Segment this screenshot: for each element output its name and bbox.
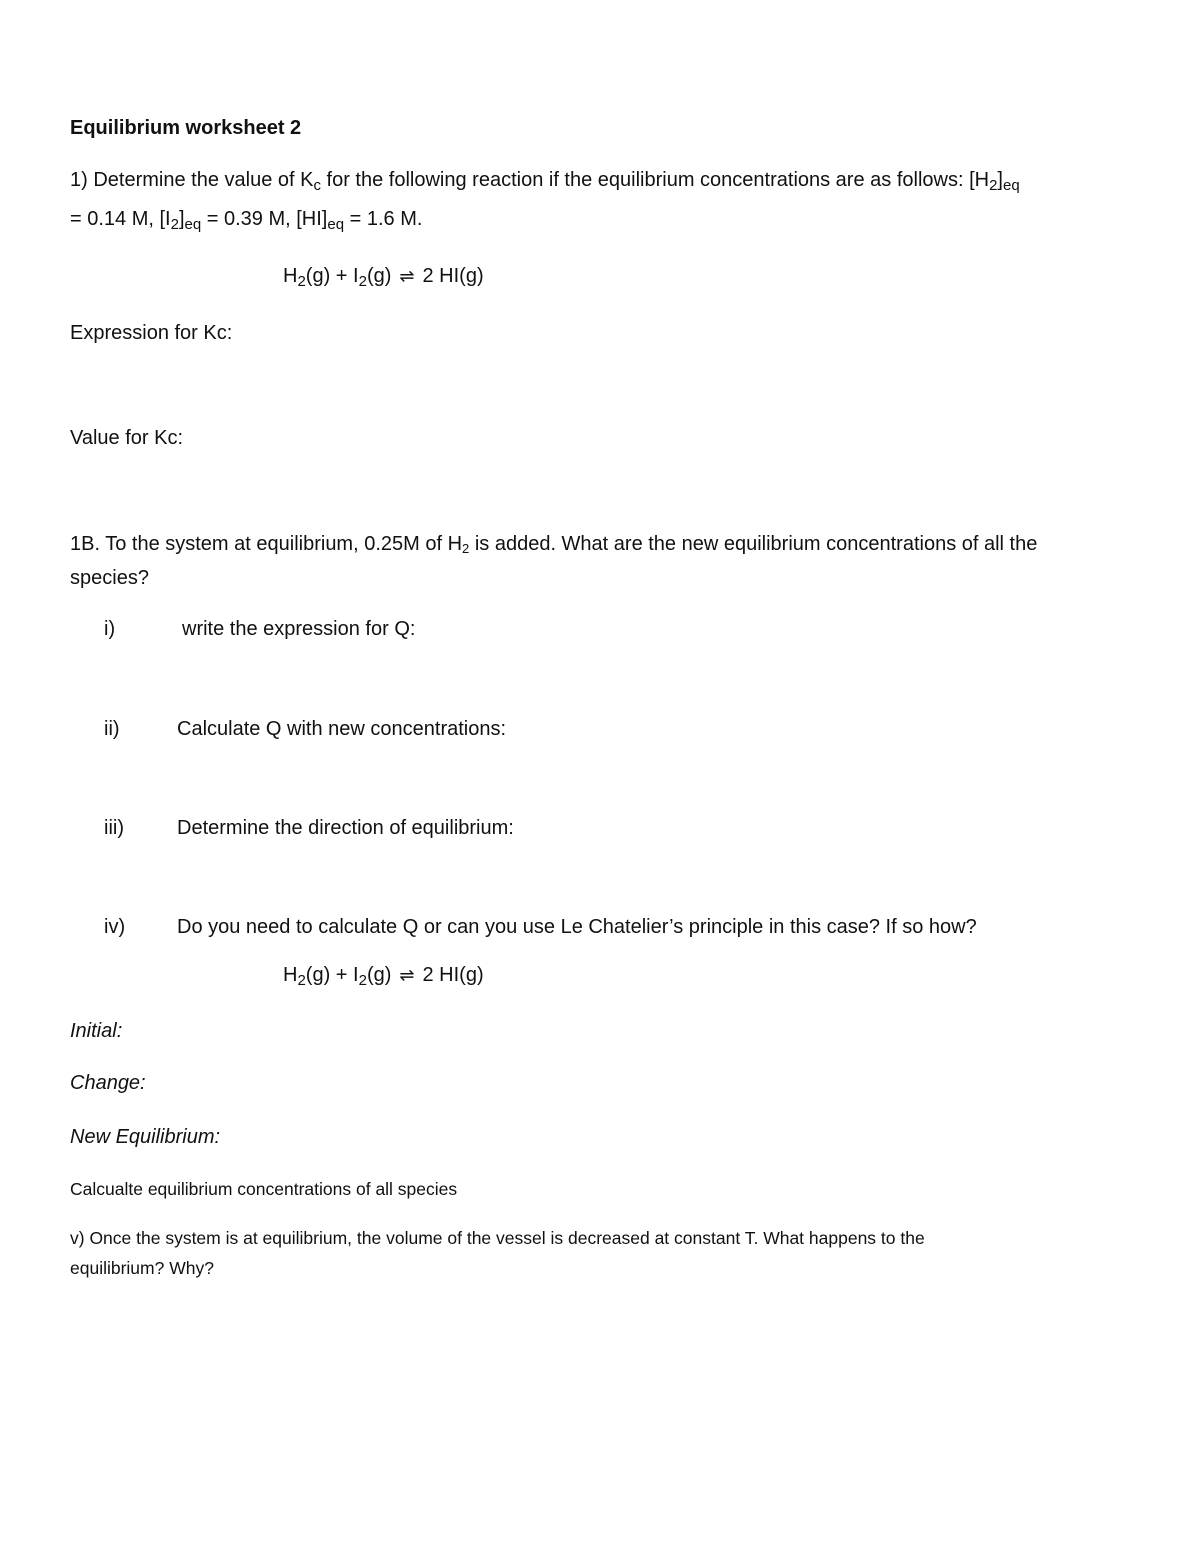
q1-text-c: ] — [997, 169, 1003, 191]
question-1-line-2 — [70, 206, 422, 232]
eq-subscript: eq — [1002, 177, 1020, 194]
eq-i-rest: (g) — [366, 964, 392, 986]
q1-text-b: for the following reaction if the equilibrium concentrations are as follows: [H — [320, 169, 990, 191]
q1-line2-a: = 0.14 M, [I — [70, 208, 171, 230]
question-v-line-1: v) Once the system is at equilibrium, the volume of the vessel is decreased at constant T. What happens to the — [70, 1228, 925, 1248]
question-1-line-1 — [70, 167, 1020, 193]
q1-line2-d: = 1.6 M. — [344, 208, 423, 230]
value-for-kc-label: Value for Kc: — [70, 427, 184, 449]
question-1b-line-2: species? — [70, 567, 149, 589]
initial-label: Initial: — [70, 1020, 123, 1042]
item-text: Determine the direction of equilibrium: — [177, 817, 514, 839]
q1-text-a: 1) Determine the value of K — [70, 169, 314, 191]
eq-subscript: eq — [327, 216, 345, 233]
eq-i-subscript: 2 — [358, 273, 367, 290]
eq-h: H — [283, 265, 298, 287]
item-text: Calculate Q with new concentrations: — [177, 718, 507, 740]
change-label: Change: — [70, 1072, 146, 1094]
eq-h-subscript: 2 — [297, 273, 306, 290]
h2-subscript: 2 — [989, 177, 998, 194]
question-v-line-2: equilibrium? Why? — [70, 1258, 214, 1278]
eq-product: 2 HI(g) — [422, 265, 484, 287]
q1b-text-b: is added. What are the new equilibrium concentrations of all the — [469, 533, 1038, 555]
item-text: write the expression for Q: — [182, 618, 416, 640]
new-equilibrium-label: New Equilibrium: — [70, 1126, 221, 1148]
eq-product: 2 HI(g) — [422, 964, 484, 986]
i2-subscript: 2 — [170, 216, 179, 233]
eq-h: H — [283, 964, 298, 986]
calculate-instruction: Calcualte equilibrium concentrations of all species — [70, 1179, 458, 1199]
eq-h-rest: (g) + I — [305, 265, 359, 287]
q1-line2-c: = 0.39 M, [HI] — [201, 208, 328, 230]
eq-i-subscript: 2 — [358, 972, 367, 989]
reaction-equation-1 — [283, 263, 484, 290]
eq-h-rest: (g) + I — [305, 964, 359, 986]
kc-subscript: c — [313, 177, 321, 194]
item-number: ii) — [104, 718, 120, 740]
reaction-equation-2 — [283, 962, 484, 989]
equilibrium-arrow-icon: ⇌ — [399, 266, 415, 287]
question-1b-line-1 — [70, 531, 1037, 557]
item-number: iii) — [104, 817, 124, 839]
eq-i-rest: (g) — [366, 265, 392, 287]
item-number: i) — [104, 618, 116, 640]
eq-subscript: eq — [184, 216, 202, 233]
equilibrium-arrow-icon: ⇌ — [399, 965, 415, 986]
q1-line2-b: ] — [178, 208, 185, 230]
q1b-h2-subscript: 2 — [462, 541, 470, 556]
q1b-text-a: 1B. To the system at equilibrium, 0.25M of H — [70, 533, 463, 555]
eq-h-subscript: 2 — [297, 972, 306, 989]
item-text: Do you need to calculate Q or can you use Le Chatelier’s principle in this case? If so how? — [177, 916, 977, 938]
item-number: iv) — [104, 916, 126, 938]
expression-for-kc-label: Expression for Kc: — [70, 322, 233, 344]
worksheet-title: Equilibrium worksheet 2 — [70, 117, 302, 139]
